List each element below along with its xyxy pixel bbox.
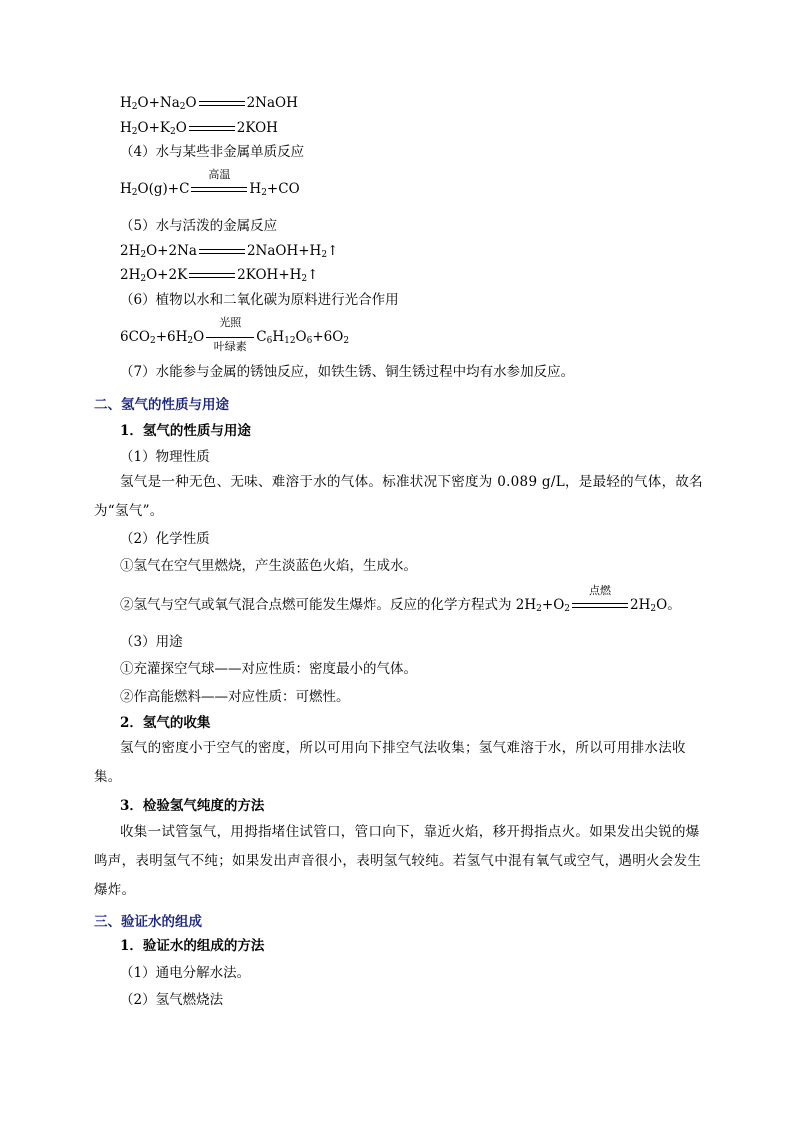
physical-properties-text: 氢气是一种无色、无味、难溶于水的气体。标准状况下密度为 0.089 g/L，是最轻的气体，故名为“氢气”。	[94, 474, 703, 519]
section-2-heading: 二、氢气的性质与用途	[94, 397, 229, 413]
equals-sign	[189, 267, 235, 285]
subsection-3-1: 1．验证水的组成的方法	[120, 938, 265, 954]
equals-sign	[199, 95, 245, 113]
use-1: ①充灌探空气球——对应性质：密度最小的气体。	[120, 661, 417, 677]
equals-sign-conditional: 高温	[191, 181, 247, 199]
purity-test-text: 收集一试管氢气，用拇指堵住试管口，管口向下，靠近火焰，移开拇指点火。如果发出尖锐的爆鸣声，表明氢气不纯；如果发出声音很小，表明氢气较纯。若氢气中混有氧气或空气，遇明火会发生爆炸。	[94, 824, 702, 898]
item-7: （7）水能参与金属的锈蚀反应，如铁生锈、铜生锈过程中均有水参加反应。	[120, 364, 575, 380]
equals-sign	[189, 120, 235, 138]
equation-h2o-na2o: $H_2O+Na_2O$ 2NaOH	[120, 95, 298, 112]
equation-h2o-k2o: $H_2O+K_2O$ 2KOH	[120, 120, 278, 137]
subsection-2-1: 1．氢气的性质与用途	[120, 423, 251, 439]
chemical-property-1: ①氢气在空气里燃烧，产生淡蓝色火焰，生成水。	[120, 558, 417, 574]
item-physical-properties: （1）物理性质	[120, 449, 210, 465]
item-6: （6）植物以水和二氧化碳为原料进行光合作用	[120, 292, 399, 308]
equation-water-carbon: $H_2O(g)+C$ 高温 $H_2+CO$	[120, 167, 300, 198]
subsection-2-3: 3．检验氢气纯度的方法	[120, 798, 265, 814]
item-uses: （3）用途	[120, 634, 183, 650]
collection-text: 氢气的密度小于空气的密度，所以可用向下排空气法收集；氢气难溶于水，所以可用排水法收集。	[94, 740, 686, 785]
equation-water-potassium: $2H_2O+2K$ $2KOH+H_2↑$	[120, 267, 319, 284]
section-3-heading: 三、验证水的组成	[94, 914, 202, 930]
equation-water-sodium: $2H_2O+2Na$ $2NaOH+H_2↑$	[120, 243, 339, 260]
equals-sign-conditional: 点燃	[572, 597, 628, 615]
item-4: （4）水与某些非金属单质反应	[120, 144, 305, 160]
equation-photosynthesis: $6CO_2+6H_2O$ 光照 叶绿素 $C_6H_{12}O_6+6O_2$	[120, 315, 350, 353]
item-chemical-properties: （2）化学性质	[120, 531, 210, 547]
subsection-2-2: 2．氢气的收集	[120, 715, 211, 731]
equals-sign	[199, 243, 245, 261]
method-2: （2）氢气燃烧法	[120, 992, 224, 1008]
chemical-property-2: ②氢气与空气或氧气混合点燃可能发生爆炸。反应的化学方程式为 $2H_2+O_2$ 点燃 $2H_2O$。	[120, 583, 681, 614]
method-1: （1）通电分解水法。	[120, 965, 251, 981]
item-5: （5）水与活泼的金属反应	[120, 218, 278, 234]
use-2: ②作高能燃料——对应性质：可燃性。	[120, 689, 350, 705]
equals-sign-conditional: 光照 叶绿素	[206, 329, 254, 347]
